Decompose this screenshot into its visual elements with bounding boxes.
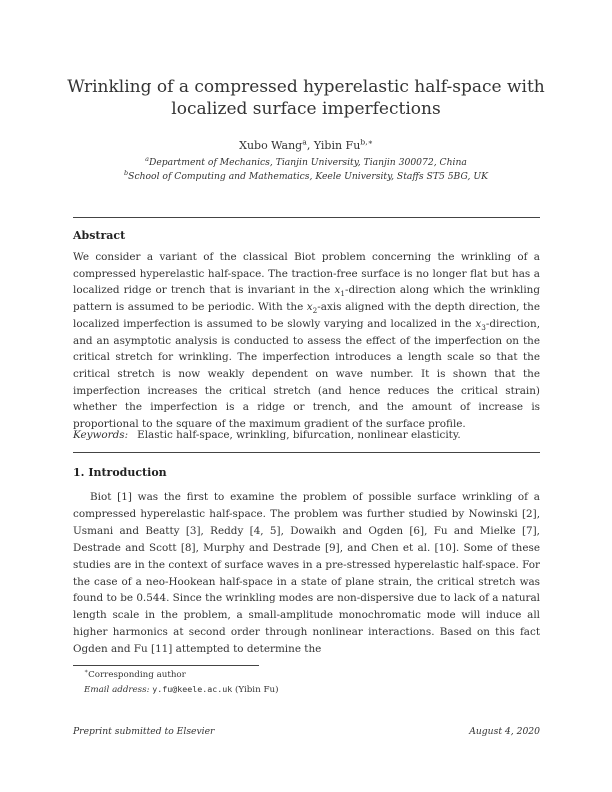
abstract-text	[73, 249, 540, 433]
introduction-paragraph: Biot [1] was the first to examine the problem of possible surface wrinkling of a compressed hyperelastic half-space. The problem was further studied by Nowinski [2], Usmani and Beatty [3], Reddy [4, 5], Dowaikh and Ogden [6], Fu and Mielke [7], Destrade and Scott [8], Murphy and Destrade [9], and Chen et al. [10]. Some of these studies are in the context of surface waves in a pre-stressed hyperelastic half-space. For the case of a neo-Hookean half-space in a state of plane strain, the critical stretch was found to be 0.544. Since the wrinkling modes are non-dispersive due to lack of a natural length scale in the problem, a small-amplitude monochromatic mode will induce all higher harmonics at second order through nonlinear interactions. Based on this fact Ogden and Fu [11] attempted to determine the	[73, 491, 540, 656]
footnote-rule	[73, 665, 259, 666]
email-link[interactable]: y.fu@keele.ac.uk	[152, 684, 233, 694]
affiliation-a	[0, 154, 612, 168]
math-subscript: 3	[481, 322, 486, 332]
math-var: x	[334, 284, 341, 297]
footnote-email	[84, 684, 278, 695]
author-affil-mark: b,∗	[360, 137, 373, 147]
abstract-top-rule	[73, 217, 540, 218]
author-separator: ,	[306, 139, 314, 152]
author-name: Xubo Wang	[239, 139, 303, 152]
affil-mark: a	[145, 154, 149, 163]
affil-text: School of Computing and Mathematics, Keele University, Staffs ST5 5BG, UK	[128, 171, 488, 182]
math-subscript: 2	[312, 306, 318, 316]
author-name: Yibin Fu	[313, 139, 361, 152]
keywords-text: Elastic half-space, wrinkling, bifurcation, nonlinear elasticity.	[137, 429, 461, 441]
abstract-segment: -axis aligned with the depth direction, the localized imperfection is assumed to be slowly varying and localized in the	[73, 301, 541, 330]
math-subscript: 1	[340, 289, 345, 299]
abstract-segment: -direction along which the wrinkling pattern is assumed to be periodic. With the	[73, 284, 541, 314]
footer-preprint-note: Preprint submitted to Elsevier	[73, 726, 215, 737]
paper-title: Wrinkling of a compressed hyperelastic half-space with localized surface imperfections	[67, 77, 545, 119]
footnote-mark: ∗	[84, 668, 89, 676]
affiliation-b	[0, 168, 612, 182]
abstract-bottom-rule	[73, 452, 540, 453]
footnote-corresponding-text: Corresponding author	[88, 670, 186, 680]
math-var: x	[306, 301, 313, 314]
abstract-segment: -direction, and an asymptotic analysis is conducted to assess the effect of the imperfection on the critical stretch for wrinkling. The imperfection introduces a length scale so that the critical stretch is now weakly dependent on wave number. It is shown that the imperfection increases the critical stretch (and hence reduces the critical strain) whether the imperfection is a ridge or trench, and the amount of increase is proportional to the square of the maximum gradient of the surface profile.	[73, 317, 540, 431]
math-var: x	[475, 317, 482, 330]
author-affil-mark: a	[302, 137, 307, 147]
email-label: Email address:	[84, 685, 150, 695]
author-line	[0, 139, 612, 152]
section-heading-introduction: 1. Introduction	[73, 466, 167, 479]
abstract-heading: Abstract	[73, 229, 126, 242]
introduction-text	[73, 489, 540, 658]
affil-text: Department of Mechanics, Tianjin University, Tianjin 300072, China	[148, 157, 467, 168]
footnote-corresponding	[84, 670, 186, 680]
affil-mark: b	[124, 168, 129, 177]
footer-date: August 4, 2020	[469, 726, 540, 737]
email-owner: (Yibin Fu)	[235, 685, 279, 695]
keywords-label: Keywords:	[73, 429, 129, 441]
keywords	[73, 429, 461, 441]
abstract-segment: We consider a variant of the classical Biot problem concerning the wrinkling of a compressed hyperelastic half-space. The traction-free surface is no longer flat but has a localized ridge or trench that is invariant in the	[73, 251, 540, 297]
